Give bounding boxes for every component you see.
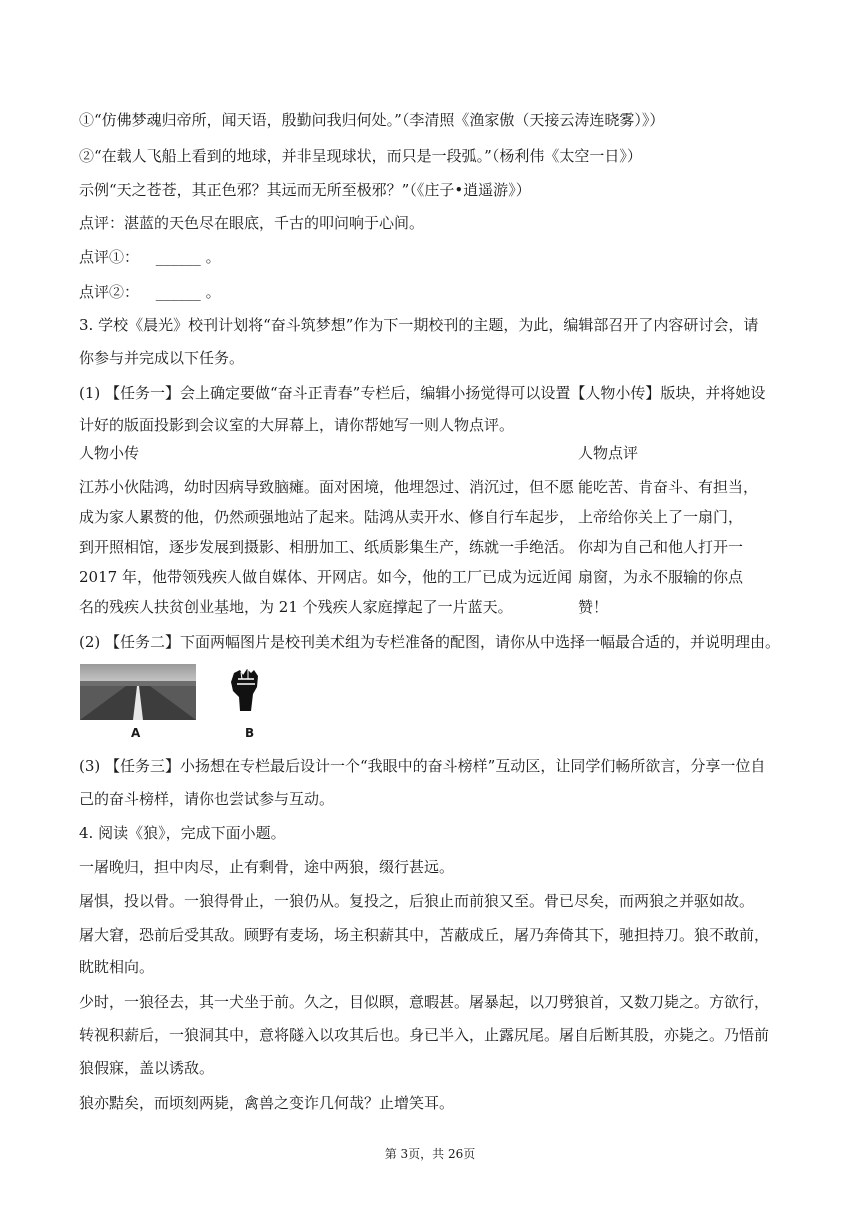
task-1-line-2: 计好的版面投影到会议室的大屏幕上，请你帮她写一则人物点评。 [79, 416, 515, 434]
bio-line: 成为家人累赘的他，仍然顽强地站了起来。陆鸿从卖开水、修自行车起步， [79, 508, 575, 526]
task-2: (2) 【任务二】下面两幅图片是校刊美术组为专栏准备的配图，请你从中选择一幅最合适的，并说明理由。 [79, 633, 781, 651]
bio-line: 到开照相馆，逐步发展到摄影、相册加工、纸质影集生产，练就一手绝活。 [79, 538, 575, 556]
wolf-paragraph-5: 狼亦黠矣，而顷刻两毙，禽兽之变诈几何哉？止增笑耳。 [79, 1094, 455, 1112]
figure-a-label: A [131, 726, 141, 740]
comment-line: 赞！ [578, 598, 609, 616]
page-footer: 第 3页，共 26页 [384, 1147, 476, 1161]
example-quote: 示例“天之苍苍，其正色邪？其远而无所至极邪？”（《庄子•逍遥游》） [79, 181, 531, 199]
quote-2: ②“在载人飞船上看到的地球，并非呈现球状，而只是一段弧。”（杨利伟《太空一日》） [79, 147, 642, 165]
comment-line: 扇窗，为永不服输的你点 [578, 568, 744, 586]
comment-2-blank: ______ [155, 283, 201, 301]
task-1-line-1: (1) 【任务一】会上确定要做“奋斗正青春”专栏后，编辑小扬觉得可以设置【人物小传】版块，并将她设 [79, 384, 766, 402]
example-comment: 点评：湛蓝的天色尽在眼底，千古的叩问响于心间。 [79, 214, 425, 232]
wolf-paragraph-1: 一屠晚归，担中肉尽，止有剩骨，途中两狼，缀行甚远。 [79, 858, 455, 876]
bio-title: 人物小传 [79, 444, 140, 462]
comment-1-blank: ______ [155, 248, 201, 266]
comment-line: 能吃苦、肯奋斗、有担当， [578, 478, 759, 496]
comment-1-label: 点评①： [79, 248, 140, 266]
comment-1-period: 。 [205, 248, 221, 266]
comment-2-period: 。 [205, 283, 221, 301]
raised-fist-image [226, 667, 266, 719]
bio-line: 2017 年，他带领残疾人做自媒体、开网店。如今，他的工厂已成为远近闻 [79, 568, 572, 586]
wolf-paragraph-4-line-1: 少时，一狼径去，其一犬坐于前。久之，目似瞑，意暇甚。屠暴起，以刀劈狼首，又数刀毙之。方欲行， [79, 993, 770, 1011]
question-3-line-1: 3. 学校《晨光》校刊计划将“奋斗筑梦想”作为下一期校刊的主题，为此，编辑部召开了内容研讨会，请 [79, 316, 759, 334]
question-3-line-2: 你参与并完成以下任务。 [79, 349, 245, 367]
question-4: 4. 阅读《狼》，完成下面小题。 [79, 824, 286, 842]
comment-2-label: 点评②： [79, 283, 140, 301]
wolf-paragraph-4-line-2: 转视积薪后，一狼洞其中，意将隧入以攻其后也。身已半入，止露尻尾。屠自后断其股，亦毙之。乃悟前 [79, 1026, 770, 1044]
task-3-line-2: 己的奋斗榜样，请你也尝试参与互动。 [79, 790, 335, 808]
comment-line: 上帝给你关上了一扇门， [578, 508, 744, 526]
quote-1: ①“仿佛梦魂归帝所，闻天语，殷勤问我归何处。”（李清照《渔家傲（天接云涛连晓雾）》） [79, 111, 665, 129]
wolf-paragraph-3-line-2: 眈眈相向。 [79, 958, 155, 976]
task-3-line-1: (3) 【任务三】小扬想在专栏最后设计一个“我眼中的奋斗榜样”互动区，让同学们畅所欲言，分享一位自 [79, 757, 766, 775]
comment-title: 人物点评 [578, 444, 639, 462]
figure-b-label: B [245, 726, 255, 740]
wolf-paragraph-2: 屠惧，投以骨。一狼得骨止，一狼仍从。复投之，后狼止而前狼又至。骨已尽矣，而两狼之并驱如故。 [79, 892, 755, 910]
wolf-paragraph-4-line-3: 狼假寐，盖以诱敌。 [79, 1059, 215, 1077]
comment-line: 你却为自己和他人打开一 [578, 538, 744, 556]
comment-1-line [79, 247, 221, 267]
wolf-paragraph-3-line-1: 屠大窘，恐前后受其敌。顾野有麦场，场主积薪其中，苫蔽成丘，屠乃奔倚其下，驰担持刀。狼不敢前， [79, 926, 770, 944]
bio-line: 名的残疾人扶贫创业基地，为 21 个残疾人家庭撑起了一片蓝天。 [79, 598, 513, 616]
comment-2-line [79, 282, 221, 302]
road-image [80, 664, 196, 720]
bio-line: 江苏小伙陆鸿，幼时因病导致脑瘫。面对困境，他埋怨过、消沉过，但不愿 [79, 478, 575, 496]
